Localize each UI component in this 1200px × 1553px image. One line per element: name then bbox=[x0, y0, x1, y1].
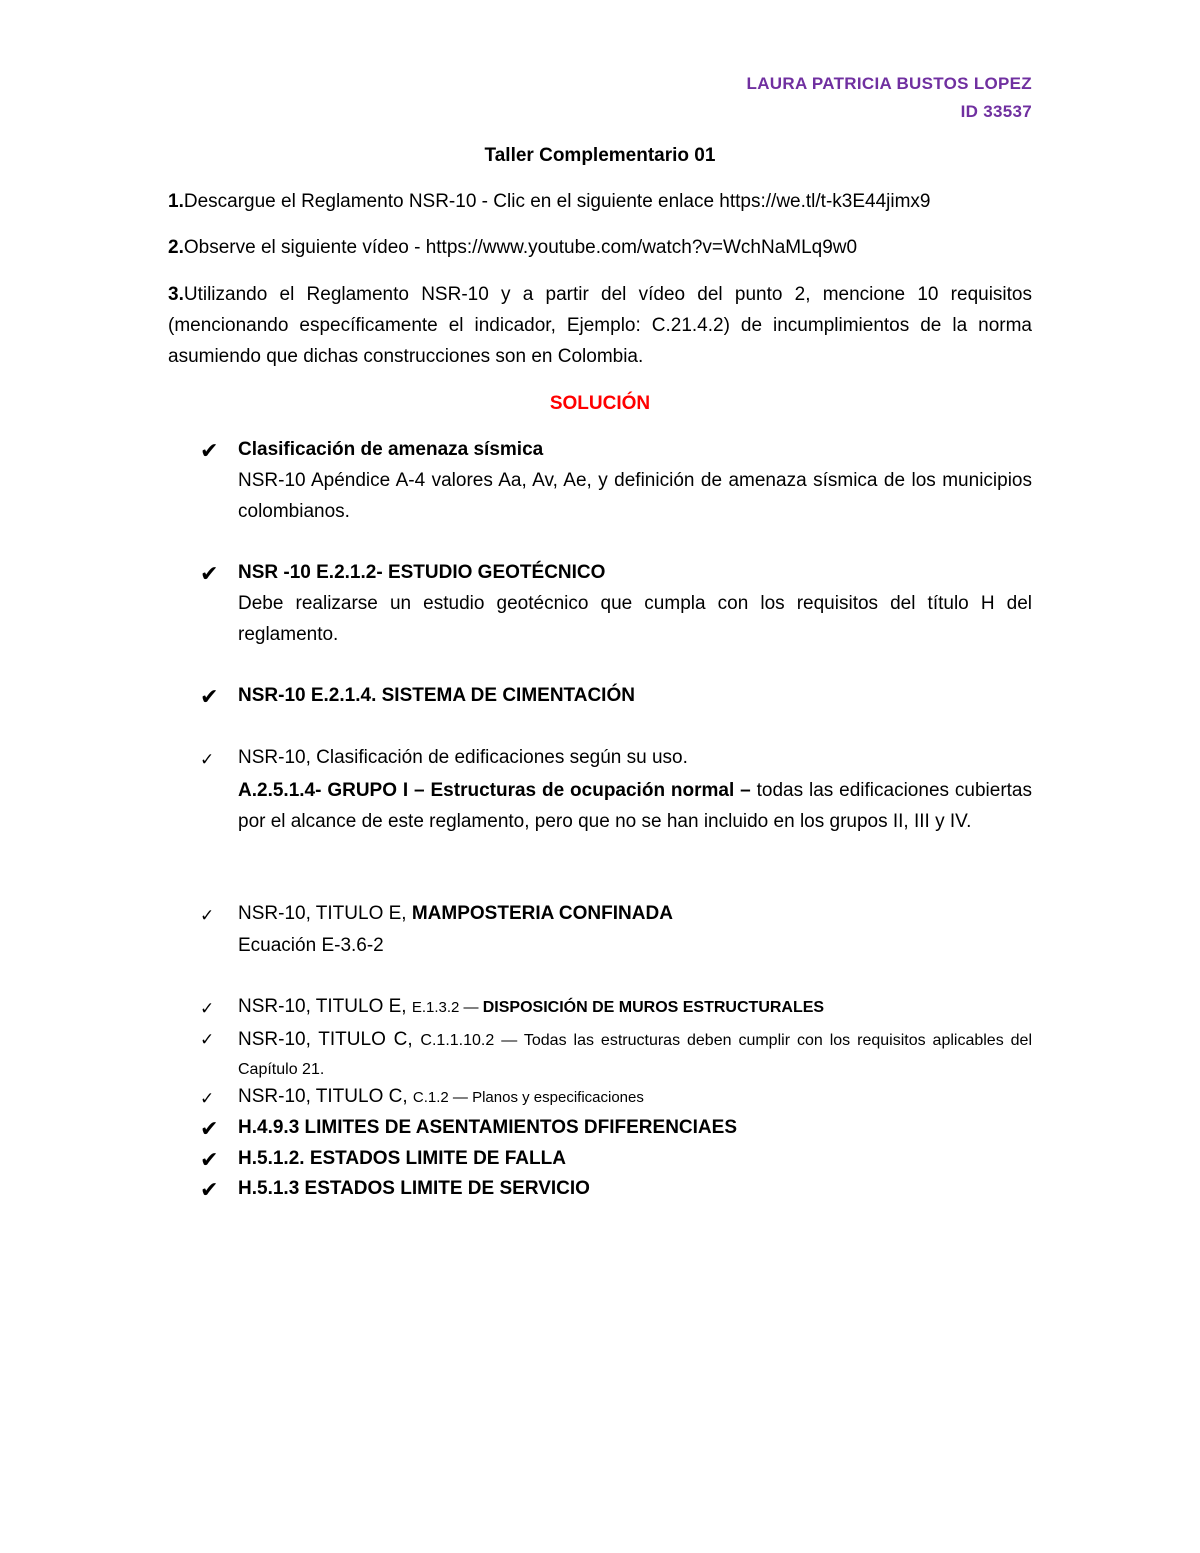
item-code: C.1.2 — bbox=[412, 1089, 473, 1106]
item-text: Todas las estructuras deben cumplir con los requisitos aplicables del Capítulo 21. bbox=[238, 1032, 1033, 1078]
checkmark-icon: ✓ bbox=[200, 999, 215, 1018]
item-heading-bold: MAMPOSTERIA CONFINADA bbox=[411, 903, 673, 924]
item-heading: NSR-10, Clasificación de edificaciones según su uso. bbox=[238, 747, 688, 768]
checkmark-icon: ✓ bbox=[200, 750, 215, 769]
question-3 bbox=[168, 279, 1032, 372]
question-1 bbox=[168, 191, 931, 213]
item-heading-plain: NSR-10, TITULO E, bbox=[238, 903, 412, 924]
item-heading: NSR -10 E.2.1.2- ESTUDIO GEOTÉCNICO bbox=[238, 562, 606, 583]
item-code: E.1.3.2 — bbox=[411, 999, 483, 1016]
question-number: 2. bbox=[168, 237, 184, 258]
item-heading: H.5.1.2. ESTADOS LIMITE DE FALLA bbox=[238, 1148, 566, 1169]
item-code: C.1.1.10.2 — bbox=[420, 1032, 524, 1049]
item-heading bbox=[238, 1025, 1032, 1084]
question-number: 3. bbox=[168, 284, 184, 305]
question-text: Observe el siguiente vídeo - https://www.youtube.com/watch?v=WchNaMLq9w0 bbox=[183, 237, 858, 258]
question-number: 1. bbox=[168, 191, 184, 212]
checkmark-icon: ✔ bbox=[200, 438, 219, 463]
item-text: DISPOSICIÓN DE MUROS ESTRUCTURALES bbox=[482, 999, 825, 1016]
item-heading: Clasificación de amenaza sísmica bbox=[238, 439, 544, 460]
checkmark-icon: ✔ bbox=[200, 1147, 219, 1172]
item-heading bbox=[238, 903, 673, 925]
item-body: NSR-10 Apéndice A-4 valores Aa, Av, Ae, y definición de amenaza sísmica de los municipios colombianos. bbox=[238, 470, 1032, 522]
question-2 bbox=[168, 237, 857, 259]
item-heading: H.4.9.3 LIMITES DE ASENTAMIENTOS DFIFERENCIAES bbox=[238, 1117, 737, 1138]
question-text: Descargue el Reglamento NSR-10 - Clic en el siguiente enlace https://we.tl/t-k3E44jimx9 bbox=[183, 191, 931, 212]
item-sub-bold: A.2.5.1.4- GRUPO I – Estructuras de ocupación normal – bbox=[238, 780, 751, 801]
student-id: ID 33537 bbox=[960, 102, 1032, 121]
checkmark-icon: ✓ bbox=[200, 906, 215, 925]
item-text: Planos y especificaciones bbox=[472, 1089, 644, 1106]
author-name: LAURA PATRICIA BUSTOS LOPEZ bbox=[746, 74, 1032, 93]
checkmark-icon: ✔ bbox=[200, 1116, 219, 1141]
item-body bbox=[238, 775, 1032, 837]
item-body: Ecuación E-3.6-2 bbox=[238, 935, 384, 956]
item-heading: H.5.1.3 ESTADOS LIMITE DE SERVICIO bbox=[238, 1178, 590, 1199]
checkmark-icon: ✓ bbox=[200, 1030, 215, 1049]
item-heading bbox=[238, 996, 824, 1018]
question-text: Utilizando el Reglamento NSR-10 y a partir del vídeo del punto 2, mencione 10 requisitos (mencionando específicamente el indicador, Ejemplo: C.21.4.2) de incumplimientos de la norma asumiendo que dichas construcciones son en Colombia. bbox=[168, 284, 1032, 367]
item-prefix: NSR-10, TITULO E, bbox=[238, 996, 412, 1017]
item-prefix: NSR-10, TITULO C, bbox=[238, 1086, 413, 1107]
checkmark-icon: ✔ bbox=[200, 561, 219, 586]
solution-heading: SOLUCIÓN bbox=[549, 393, 651, 414]
checkmark-icon: ✓ bbox=[200, 1089, 215, 1108]
item-body: Debe realizarse un estudio geotécnico que cumpla con los requisitos del título H del reglamento. bbox=[238, 593, 1032, 645]
item-heading: NSR-10 E.2.1.4. SISTEMA DE CIMENTACIÓN bbox=[238, 685, 635, 706]
item-heading bbox=[238, 1086, 644, 1108]
checkmark-icon: ✔ bbox=[200, 1177, 219, 1202]
document-title: Taller Complementario 01 bbox=[484, 145, 716, 166]
item-prefix: NSR-10, TITULO C, bbox=[238, 1029, 421, 1050]
item-sub-text: todas las edificaciones cubiertas por el alcance de este reglamento, pero que no se han incluido en los grupos II, III y IV. bbox=[238, 780, 1032, 832]
checkmark-icon: ✔ bbox=[200, 684, 219, 709]
